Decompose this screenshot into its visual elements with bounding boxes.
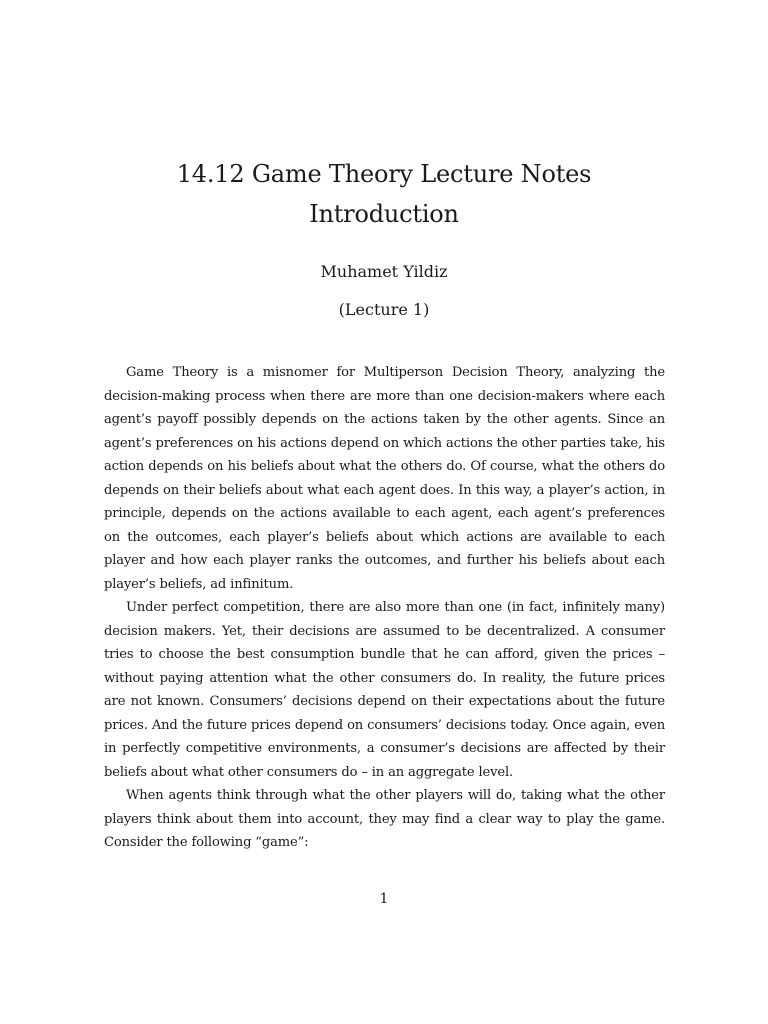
author-name: Muhamet Yildiz bbox=[320, 262, 448, 281]
body-text bbox=[104, 361, 665, 855]
page-title: 14.12 Game Theory Lecture Notes bbox=[176, 160, 592, 188]
paragraph-3: When agents think through what the other players will do, taking what the other players think about them into account, they may find a clear way to play the game. Consider the following “game”: bbox=[104, 788, 665, 850]
paragraph-1: Game Theory is a misnomer for Multiperson Decision Theory, analyzing the decision-making process when there are more than one decision-makers where each agent’s payoff possibly depends on the actions taken by the other agents. Since an agent’s preferences on his actions depend on which actions the other parties take, his action depends on his beliefs about what the others do. Of course, what the others do depends on their beliefs about what each agent does. In this way, a player’s action, in principle, depends on the actions available to each agent, each agent’s preferences on the outcomes, each player’s beliefs about which actions are available to each player and how each player ranks the outcomes, and further his beliefs about each player’s beliefs, ad infinitum. bbox=[104, 365, 665, 592]
page-number: 1 bbox=[379, 891, 389, 907]
page-subtitle: Introduction bbox=[309, 200, 459, 228]
paragraph-2: Under perfect competition, there are also more than one (in fact, infinitely many) decision makers. Yet, their decisions are assumed to be decentralized. A consumer tries to choose the best consumption bundle that he can afford, given the prices – without paying attention what the other consumers do. In reality, the future prices are not known. Consumers’ decisions depend on their expectations about the future prices. And the future prices depend on consumers’ decisions today. Once again, even in perfectly competitive environments, a consumer’s decisions are affected by their beliefs about what other consumers do – in an aggregate level. bbox=[104, 600, 665, 780]
lecture-label: (Lecture 1) bbox=[338, 300, 430, 319]
